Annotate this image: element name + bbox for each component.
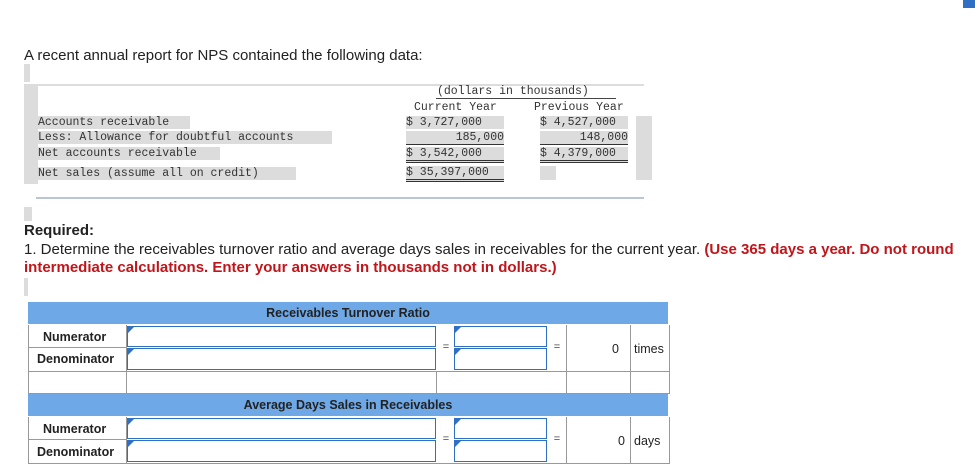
- row-label: Net accounts receivable: [38, 147, 220, 160]
- row-label: Net sales (assume all on credit): [38, 167, 296, 180]
- equals-sign: =: [442, 433, 450, 445]
- grid-divider: [436, 371, 437, 393]
- days-numerator-value-input[interactable]: [454, 418, 547, 439]
- turnover-numerator-label: Numerator: [43, 330, 107, 344]
- grid-divider: [126, 371, 127, 393]
- col-header-previous: Previous Year: [534, 101, 624, 114]
- corner-tab[interactable]: [963, 0, 975, 8]
- grid-divider: [28, 347, 126, 348]
- table-right-shade: [636, 116, 652, 180]
- equals-sign: =: [553, 341, 561, 353]
- days-numerator-input[interactable]: [127, 418, 436, 439]
- days-result-unit: days: [634, 434, 661, 448]
- grid-divider: [566, 417, 567, 463]
- decorative-bar: [24, 278, 28, 296]
- equals-sign: =: [553, 433, 561, 445]
- current-value: $ 3,727,000: [406, 116, 504, 129]
- col-header-current: Current Year: [414, 101, 497, 114]
- intro-text: A recent annual report for NPS contained the following data:: [24, 47, 423, 64]
- current-value: 185,000: [406, 131, 504, 145]
- grid-divider: [28, 439, 126, 440]
- previous-value: 148,000: [540, 131, 628, 145]
- days-result-value: 0: [618, 434, 625, 448]
- turnover-denominator-label: Denominator: [37, 352, 115, 366]
- previous-value: $ 4,527,000: [540, 116, 628, 129]
- grid-divider: [630, 371, 631, 393]
- question-main: 1. Determine the receivables turnover ratio and average days sales in receivables for the current year.: [24, 241, 701, 258]
- decorative-bar: [24, 64, 30, 82]
- row-label: Accounts receivable: [38, 116, 190, 129]
- table-bottom-rule: [36, 197, 644, 199]
- current-value: $ 3,542,000: [406, 147, 504, 163]
- turnover-denominator-value-input[interactable]: [454, 348, 547, 370]
- days-denominator-value-input[interactable]: [454, 440, 547, 462]
- turnover-numerator-value-input[interactable]: [454, 326, 547, 347]
- grid-divider: [630, 325, 631, 371]
- previous-value: $ 4,379,000: [540, 147, 628, 163]
- required-heading: Required:: [24, 222, 95, 239]
- table-side-bar: [24, 84, 38, 184]
- turnover-denominator-input[interactable]: [127, 348, 436, 370]
- grid-divider: [630, 417, 631, 463]
- days-header: Average Days Sales in Receivables: [28, 394, 668, 416]
- question-instructions: (Use 365 days a year. Do not round intermediate calculations. Enter your answers in thousands not in dollars.): [24, 241, 954, 276]
- turnover-header: Receivables Turnover Ratio: [28, 302, 668, 324]
- previous-value-empty: [540, 166, 556, 180]
- equals-sign: =: [442, 341, 450, 353]
- spacer-row: [28, 371, 670, 394]
- turnover-result-value: 0: [612, 342, 619, 356]
- grid-divider: [566, 371, 567, 393]
- turnover-result-unit: times: [634, 342, 664, 356]
- days-denominator-label: Denominator: [37, 445, 115, 459]
- current-value: $ 35,397,000: [406, 166, 504, 182]
- row-label: Less: Allowance for doubtful accounts: [38, 131, 332, 144]
- turnover-numerator-input[interactable]: [127, 326, 436, 347]
- grid-divider: [566, 325, 567, 371]
- question-text: [24, 241, 954, 277]
- days-denominator-input[interactable]: [127, 440, 436, 462]
- caption-rule: [436, 98, 616, 99]
- decorative-bar: [24, 207, 32, 221]
- days-numerator-label: Numerator: [43, 422, 107, 436]
- table-caption: (dollars in thousands): [437, 85, 589, 98]
